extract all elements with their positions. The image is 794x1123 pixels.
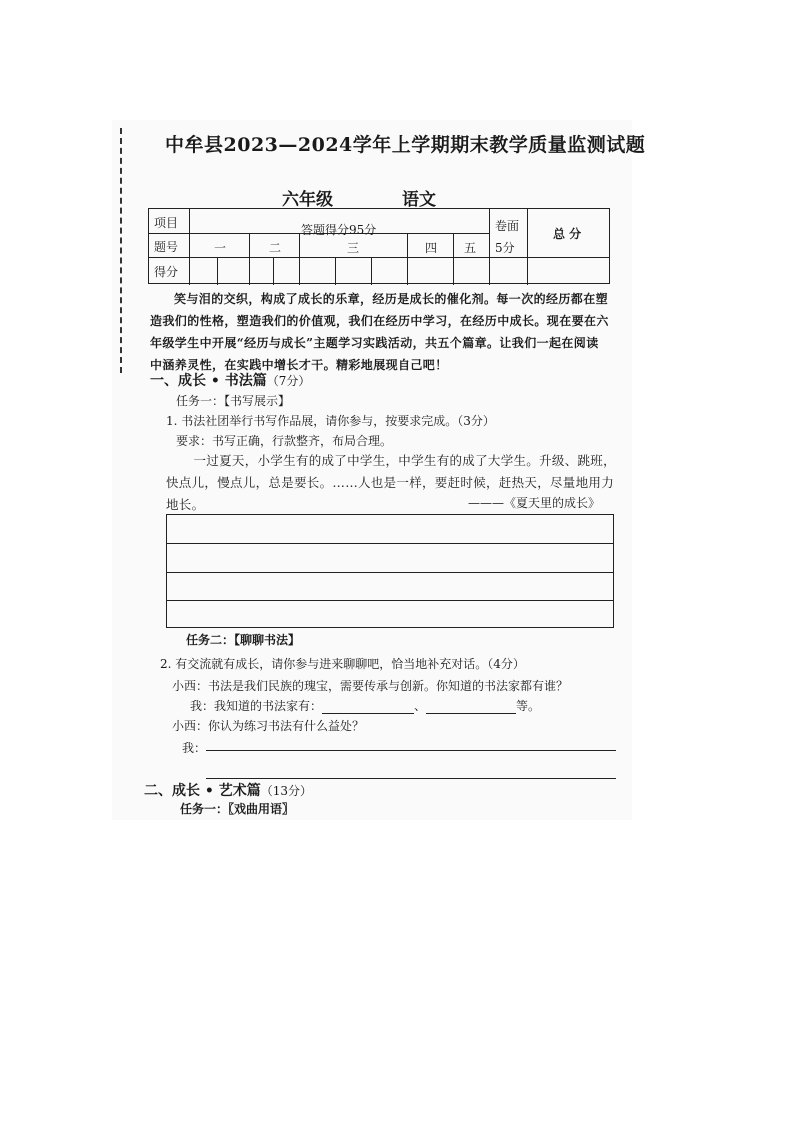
handwriting-rule [167, 572, 613, 573]
table-vline [453, 233, 454, 285]
intro-paragraph: 笑与泪的交织，构成了成长的乐章，经历是成长的催化剂。每一次的经历都在塑造我们的性格，塑造我们的价值观，我们在经历中学习，在经历中成长。现在要在六年级学生中开展“经历与成长”主题学习实践活动，共五个篇章。让我们一起在阅读中涵养灵性，在实践中增长才干。精彩地展现自己吧！ [150, 292, 609, 372]
task-1-label: 任务一：【书写展示】 [176, 394, 291, 408]
table-number-5: 五 [464, 241, 477, 255]
dialog-me-2-prefix: 我： [182, 741, 207, 755]
section-1-points: （7分） [266, 374, 311, 388]
table-hline [149, 257, 609, 258]
calligrapher-blank-2[interactable] [426, 701, 516, 714]
grade-label: 六年级 [282, 190, 333, 210]
answer-line-2[interactable] [206, 778, 616, 779]
table-answer-total: 答题得分95分 [301, 223, 377, 237]
calligrapher-blank-1[interactable] [322, 701, 414, 714]
copy-passage: 一过夏天，小学生有的成了中学生，中学生有的成了大学生。升级、跳班，快点儿，慢点儿，总是要长。……人也是一样，要赶时候，赶热天，尽量地用力地长。 [166, 453, 616, 512]
dialog-xiaoxi-1: 小西：书法是我们民族的瑰宝，需要传承与创新。你知道的书法家都有谁？ [172, 679, 569, 693]
table-item-label: 项目 [154, 216, 179, 230]
handwriting-rule [167, 543, 613, 544]
table-vline [371, 257, 372, 285]
table-vline [527, 209, 528, 285]
table-neatness-points: 5分 [495, 241, 515, 255]
section-2-title: 二、成长 • 艺术篇 [144, 783, 261, 799]
requirement-text: 要求：书写正确，行款整齐，布局合理。 [176, 434, 393, 448]
answer-line-1[interactable] [206, 750, 616, 751]
question-2: 2. 有交流就有成长，请你参与进来聊聊吧，恰当地补充对话。（4分） [160, 657, 525, 671]
table-number-4: 四 [425, 241, 438, 255]
dialog-xiaoxi-2: 小西：你认为练习书法有什么益处？ [172, 719, 365, 733]
table-score-label: 得分 [154, 265, 179, 279]
section-1-heading [150, 370, 310, 390]
table-vline [489, 209, 490, 285]
handwriting-box[interactable] [166, 514, 614, 628]
task-2-label: 任务二：【聊聊书法】 [186, 633, 301, 647]
dialog-me-1 [190, 697, 540, 714]
binding-margin-dashes [120, 128, 122, 373]
section-2-task-1-label: 任务一：〖戏曲用语〗 [180, 802, 295, 816]
dialog-me-1-suffix: 等。 [516, 699, 541, 713]
score-table [148, 208, 610, 284]
subject-label: 语文 [402, 190, 436, 210]
handwriting-rule [167, 600, 613, 601]
table-vline [299, 233, 300, 285]
table-vline [335, 257, 336, 285]
table-neatness-label: 卷面 [495, 219, 520, 233]
table-number-label: 题号 [154, 240, 179, 254]
exam-title: 中牟县2023—2024学年上学期期末教学质量监测试题 [165, 134, 646, 156]
dialog-me-1-sep: 、 [414, 699, 427, 713]
section-1-title: 一、成长 • 书法篇 [150, 373, 267, 389]
table-vline [273, 257, 274, 285]
table-vline [189, 209, 190, 285]
table-vline [249, 233, 250, 285]
table-total-label: 总 分 [553, 227, 582, 241]
table-hline [149, 233, 189, 234]
table-vline [407, 233, 408, 285]
section-2-points: （13分） [260, 784, 312, 798]
passage-source: ———《夏天里的成长》 [468, 496, 601, 510]
dialog-me-1-prefix: 我：我知道的书法家有： [190, 699, 323, 713]
table-number-2: 二 [269, 241, 282, 255]
table-number-3: 三 [347, 241, 360, 255]
question-1: 1. 书法社团举行书写作品展，请你参与，按要求完成。（3分） [166, 414, 495, 428]
table-number-1: 一 [214, 241, 227, 255]
section-2-heading [144, 780, 312, 800]
table-vline [217, 257, 218, 285]
